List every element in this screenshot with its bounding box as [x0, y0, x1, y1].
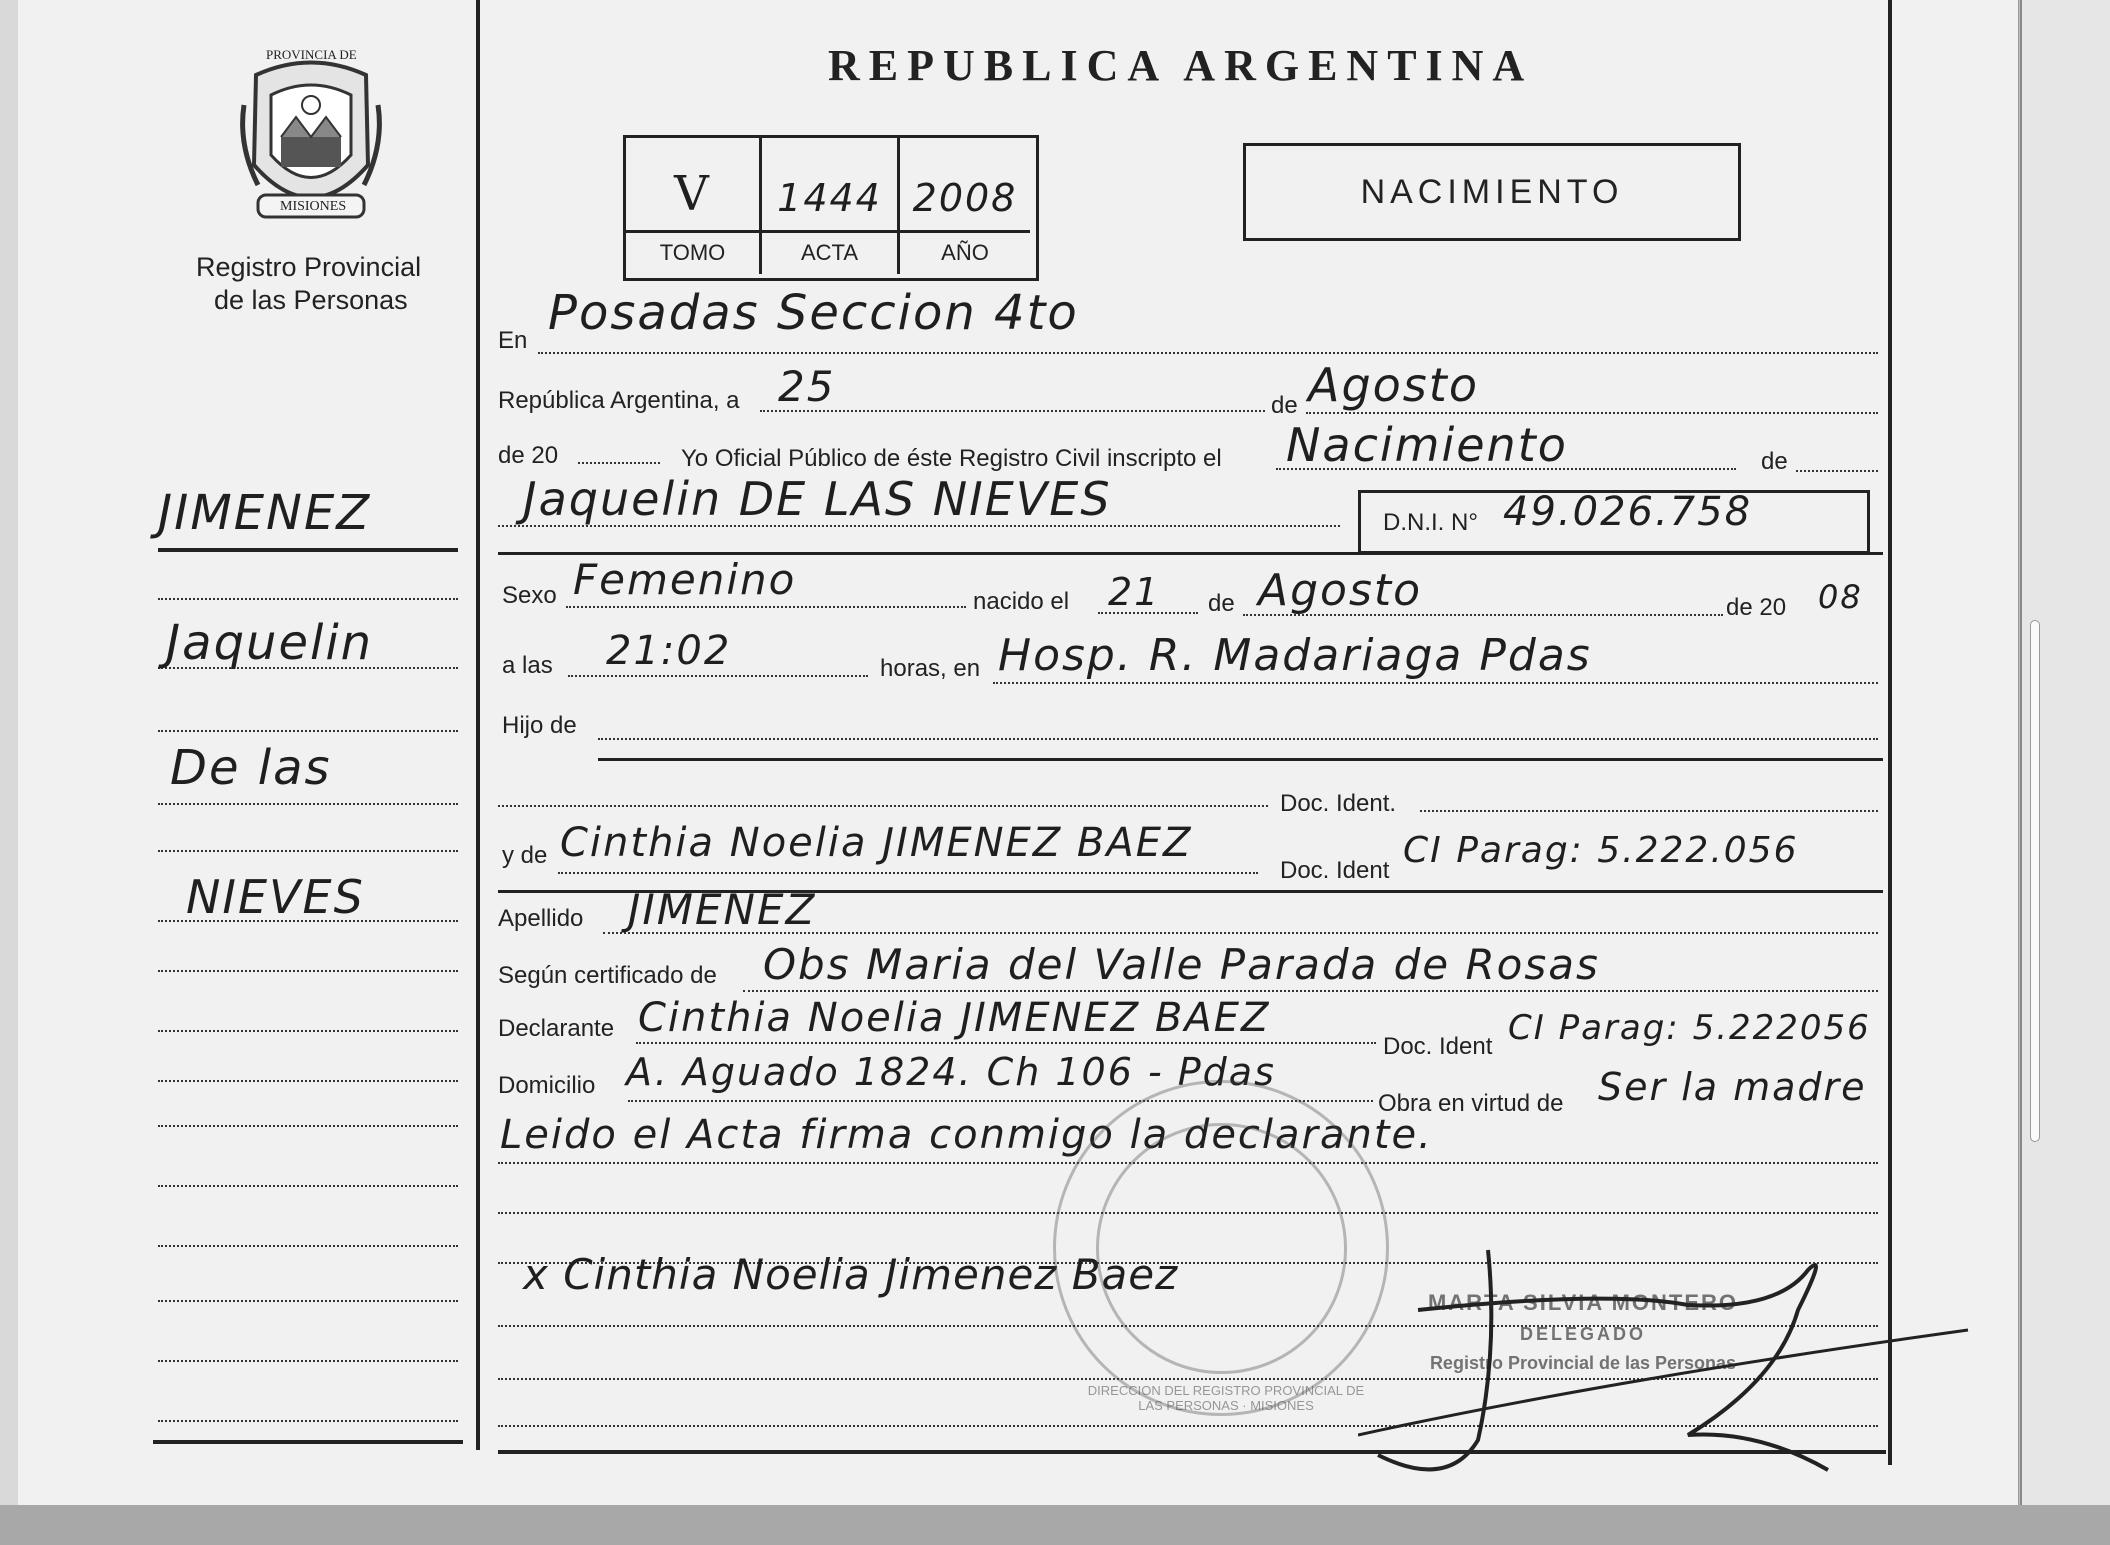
nacido-anio-value: 08 — [1818, 578, 1863, 616]
registry-name-line2: de las Personas — [214, 285, 408, 315]
hora-value: 21:02 — [606, 628, 732, 674]
country-title: REPUBLICA ARGENTINA — [828, 41, 1534, 90]
madre-value: Cinthia Noelia JIMENEZ BAEZ — [560, 820, 1193, 866]
page-edge — [0, 0, 19, 1545]
acta-value: 1444 — [762, 138, 900, 233]
mes-inscripcion-value: Agosto — [1308, 358, 1479, 412]
official-signature — [1358, 1230, 1978, 1490]
y-de-label: y de — [502, 842, 548, 869]
nacido-mes-value: Agosto — [1258, 565, 1423, 616]
official-stamp — [1053, 1080, 1389, 1416]
hijo-de-label: Hijo de — [502, 712, 577, 739]
apellido-value: JIMENEZ — [628, 885, 817, 934]
madre-doc-value: CI Parag: 5.222.056 — [1403, 830, 1799, 871]
birth-certificate-page — [18, 0, 2019, 1505]
apellido-label: Apellido — [498, 905, 584, 932]
facing-page-edge — [2020, 0, 2110, 1545]
anio-value: 2008 — [900, 138, 1030, 233]
official-name: MARTA SILVIA MONTERO — [1427, 1290, 1739, 1315]
lugar-registro-value: Posadas Seccion 4to — [548, 285, 1079, 341]
dni-label: D.N.I. N° — [1383, 509, 1478, 536]
nombre-inscripto-value: Jaquelin DE LAS NIEVES — [523, 472, 1112, 526]
seal-top-text: PROVINCIA DE — [266, 47, 357, 62]
doc-ident-label-2: Doc. Ident — [1280, 857, 1390, 884]
declarante-doc-value: CI Parag: 5.222056 — [1508, 1008, 1871, 1048]
margin-middle-name-1: De las — [170, 740, 332, 796]
domicilio-value: A. Aguado 1824. Ch 106 - Pdas — [626, 1050, 1276, 1094]
dni-value: 49.026.758 — [1503, 489, 1753, 535]
lugar-nacimiento-value: Hosp. R. Madariaga Pdas — [998, 630, 1592, 681]
registry-name-line1: Registro Provincial — [196, 252, 422, 282]
domicilio-label: Domicilio — [498, 1072, 596, 1099]
en-label: En — [498, 327, 528, 354]
dia-inscripcion-value: 25 — [778, 362, 836, 411]
acta-label: ACTA — [762, 233, 900, 274]
de-20-label: de 20 — [498, 442, 559, 469]
sexo-value: Femenino — [573, 555, 797, 604]
de-label-2: de — [1761, 448, 1788, 475]
declarante-label: Declarante — [498, 1015, 615, 1042]
official-office: Registro Provincial de las Personas — [1429, 1353, 1737, 1373]
oficial-publico-label: Yo Oficial Público de éste Registro Civil inscripto el — [681, 445, 1222, 472]
record-type-box — [1243, 143, 1741, 241]
seal-bottom-text: MISIONES — [280, 199, 347, 214]
dni-box — [1358, 490, 1870, 554]
declarante-signature: x Cinthia Noelia Jimenez Baez — [523, 1250, 1179, 1299]
sexo-label: Sexo — [502, 582, 557, 609]
doc-ident-label-3: Doc. Ident — [1383, 1033, 1493, 1060]
page-bottom-edge — [0, 1505, 2110, 1545]
obra-en-virtud-label: Obra en virtud de — [1378, 1090, 1564, 1117]
anio-label: AÑO — [941, 240, 989, 265]
column-divider — [476, 0, 480, 1450]
nacido-label: nacido el — [973, 588, 1070, 615]
nacido-de-label: de — [1208, 590, 1235, 617]
official-role: DELEGADO — [1519, 1324, 1646, 1344]
margin-surname: JIMENEZ — [158, 485, 372, 541]
stamp-ring-text: DIRECCION DEL REGISTRO PROVINCIAL DE LAS PERSONAS · MISIONES — [1087, 1383, 1365, 1413]
obra-value: Ser la madre — [1598, 1065, 1867, 1109]
margin-first-name: Jaquelin — [166, 615, 374, 671]
declarante-value: Cinthia Noelia JIMENEZ BAEZ — [638, 995, 1271, 1041]
republica-label: República Argentina, a — [498, 387, 740, 414]
margin-middle-name-2: NIEVES — [186, 870, 365, 924]
a-las-label: a las — [502, 652, 553, 679]
horas-en-label: horas, en — [880, 655, 981, 682]
segun-certificado-label: Según certificado de — [498, 962, 717, 989]
tomo-value: V — [626, 138, 762, 233]
registry-seal-icon — [236, 47, 386, 235]
leido-value: Leido el Acta firma conmigo la declarante. — [500, 1112, 1433, 1158]
record-number-table — [623, 135, 1039, 281]
inscripto-value: Nacimiento — [1286, 418, 1568, 472]
doc-ident-label: Doc. Ident. — [1280, 790, 1397, 817]
anio-prefix-label: de 20 — [1726, 594, 1787, 621]
segun-certificado-value: Obs Maria del Valle Parada de Rosas — [763, 940, 1600, 989]
tomo-label: TOMO — [626, 233, 762, 274]
record-type-label: NACIMIENTO — [1360, 173, 1624, 211]
nacido-dia-value: 21 — [1108, 570, 1161, 614]
de-label: de — [1271, 392, 1298, 419]
